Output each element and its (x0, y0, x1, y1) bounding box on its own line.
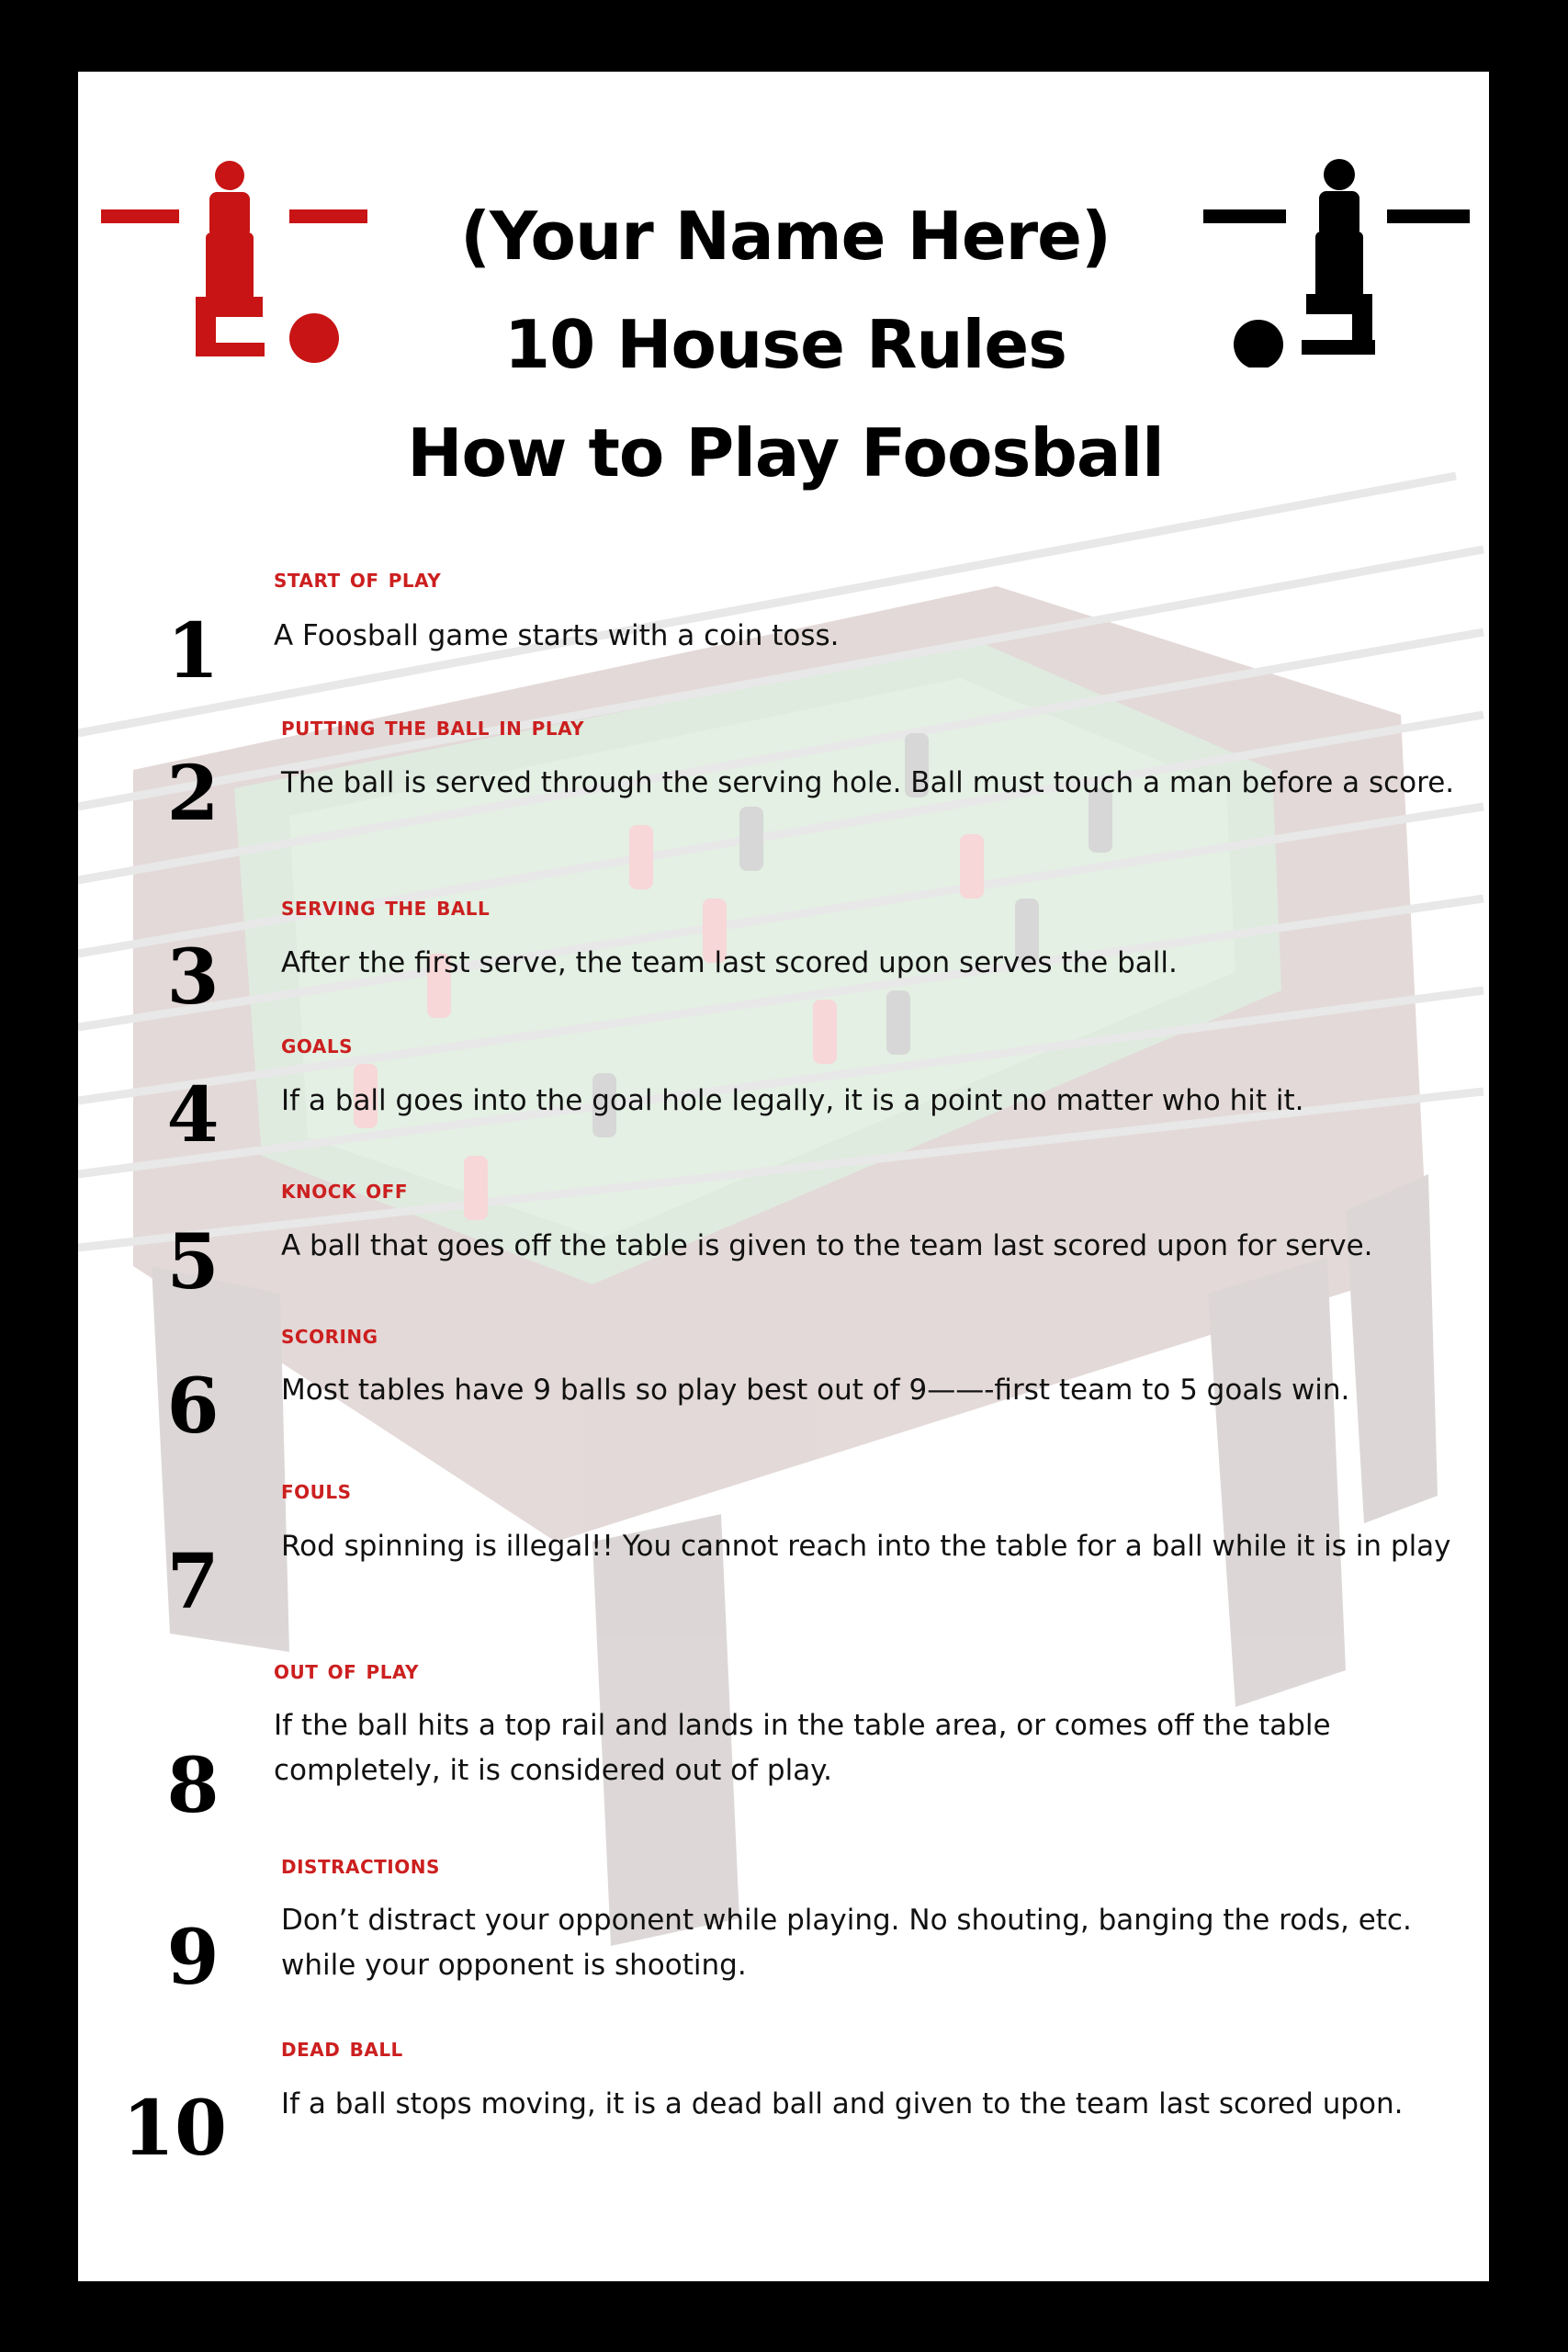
title-rules-line: 10 House Rules (503, 306, 1067, 383)
rule-heading: out of play (274, 1655, 419, 1685)
rule-number: 8 (166, 1742, 220, 1830)
rule-heading: scoring (281, 1319, 378, 1350)
rule-heading: knock off (281, 1174, 408, 1204)
title-howto-line: How to Play Foosball (407, 414, 1164, 492)
rule-text: A Foosball game starts with a coin toss. (274, 619, 840, 652)
rule-number: 1 (166, 607, 220, 695)
rule-heading: start of play (274, 563, 442, 594)
rule-number: 7 (166, 1538, 220, 1626)
poster-sheet (78, 72, 1489, 2281)
rule-heading: dead ball (281, 2032, 403, 2063)
rule-number: 3 (166, 933, 220, 1022)
rule-text: If a ball goes into the goal hole legally, it is a point no matter who hit it. (281, 1084, 1304, 1117)
rule-heading: putting the ball in play (281, 711, 585, 741)
rule-text: If the ball hits a top rail and lands in the table area, or comes off the table completely, it is considered out of play. (274, 1709, 1331, 1787)
rule-text: A ball that goes off the table is given to the team last scored upon for serve. (281, 1229, 1373, 1262)
rule-number: 2 (166, 750, 220, 838)
rule-text: Most tables have 9 balls so play best out of 9——-first team to 5 goals win. (281, 1374, 1350, 1407)
rule-text: If a ball stops moving, it is a dead ball and given to the team last scored upon. (281, 2087, 1404, 2120)
rule-number: 9 (166, 1914, 220, 2002)
rule-number: 10 (121, 2085, 228, 2173)
poster-title (308, 182, 1263, 507)
rule-number: 4 (166, 1071, 220, 1159)
rule-heading: goals (281, 1029, 354, 1059)
rule-text: The ball is served through the serving hole. Ball must touch a man before a score. (281, 766, 1455, 799)
rule-number: 6 (166, 1363, 220, 1451)
rule-text: Rod spinning is illegal!! You cannot reach into the table for a ball while it is in play (281, 1530, 1451, 1563)
rule-heading: fouls (281, 1475, 352, 1505)
rule-heading: serving the ball (281, 891, 491, 922)
title-name-line: (Your Name Here) (460, 198, 1111, 275)
rule-text: After the first serve, the team last scored upon serves the ball. (281, 946, 1178, 979)
rule-number: 5 (166, 1218, 220, 1306)
rule-text: Don’t distract your opponent while playing. No shouting, banging the rods, etc. while your opponent is shooting. (281, 1904, 1412, 1982)
rule-heading: distractions (281, 1849, 440, 1880)
